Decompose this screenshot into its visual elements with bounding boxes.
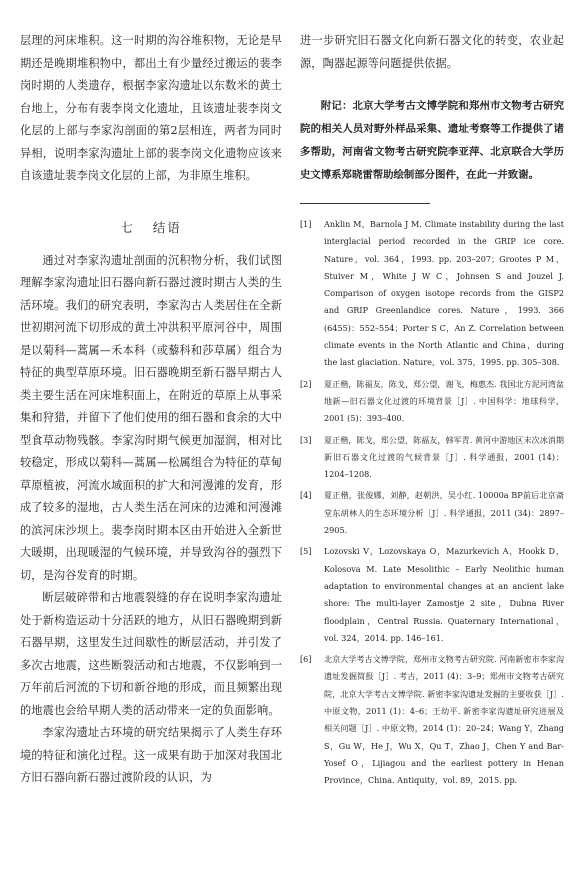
reference-list [300,216,564,790]
reference-text: 北京大学考古文博学院，郑州市文物考古研究院. 河南新密市李家沟遗址发掘简报［J］. 考古，2011 (4)：3–9；郑州市文物考古研究院，北京大学考古文博学院. 新密李家沟遗址发掘的主要收获［J］. 中原文物，2011 (1)：4–6；王幼平. 新密李家沟遗址研究进展及相关问题［J］. 中原文物，2014 (1)：20–24；Wang Y，Zhang S，Gu W，He J，Wu X，Qu T，Zhao J，Chen Y and Bar-Yosef O，Lijiagou and the earliest pottery in Henan Province，China. Antiquity，vol. 89，2015. pp. [324,654,564,786]
left-column [20,30,282,790]
paragraph: 通过对李家沟遗址剖面的沉积物分析，我们试图理解李家沟遗址旧石器向新石器过渡时期古人类的生活环境。我们的研究表明，李家沟古人类居住在全新世初期河流下切形成的黄土冲洪积平原河谷中，周围是以菊科—蒿属—禾本科（或藜科和莎草属）组合为特征的典型草原环境。旧石器晚期至新石器早期古人类主要生活在河床堆积面上，在附近的草原上从事采集和狩猎，并留下了他们使用的细石器和食余的大中型食草动物残骸。李家沟时期气候更加湿润，相对比较稳定，形成以菊科—蒿属—松属组合为特征的草甸草原植被，河流水域面积的扩大和河漫滩的发育，形成了较多的湿地，古人类生活在河床的边滩和河漫滩的滨河床沙坝上。裴李岗时期本区由开始进入全新世大暖期，出现暖湿的气候环境，并导致沟谷的强烈下切，是沟谷发育的时期。 [20,253,282,582]
reference-text: Lozovski V，Lozovskaya O，Mazurkevich A，Hookk D，Kolosova M. Late Mesolithic – Early Neolithic human adaptation to environmental changes at an ancient lake shore: The multi-layer Zamostje 2 site，Dubna River floodplain，Central Russia. Quaternary International，vol. 324，2014. pp. 146–161. [324,546,564,643]
reference-number: [4] [300,490,312,501]
reference-item [300,651,564,789]
right-column [300,30,564,794]
reference-number: [5] [300,546,312,557]
paragraph-continued: 层理的河床堆积。这一时期的沟谷堆积物，无论是早期还是晚期堆积物中，都出土有少量经过搬运的裴李岗时期的人类遗存，根据李家沟遗址以东数米的黄土台地上，分布有裴李岗文化遗址，且该遗址裴李岗文化层的上部与李家沟剖面的第2层相连，两者为同时异相，说明李家沟遗址上部的裴李岗文化遗物应该来自该遗址裴李岗文化层的上部，为非原生堆积。 [20,34,282,182]
footnote-divider [300,203,430,204]
acknowledgement: 附记：北京大学考古文博学院和郑州市文物考古研究院的相关人员对野外样品采集、遗址考察等工作提供了诸多帮助，河南省文物考古研究院李亚萍、北京联合大学历史文博系郑晓雷帮助绘制部分图件，在此一并致谢。 [300,100,564,181]
reference-text: 夏正楷，张俊娜，刘静，赵朝洪，吴小红. 10000a BP前后北京斋堂东胡林人的生态环境分析［J］. 科学通报，2011 (34)：2897–2905. [324,490,564,536]
paragraph: 李家沟遗址古环境的研究结果揭示了人类生存环境的特征和演化过程。这一成果有助于加深对我国北方旧石器向新石器过渡阶段的认识，为 [20,726,282,784]
reference-number: [2] [300,378,312,389]
section-heading [20,218,282,236]
reference-number: [6] [300,654,312,665]
paragraph: 断层破碎带和古地震裂缝的存在说明李家沟遗址处于新构造运动十分活跃的地方，从旧石器晚期到新石器早期，这里发生过间歇性的断层活动，并引发了多次古地震，这些断裂活动和古地震，不仅影响到一万年前后河流的下切和新谷地的形成，而且频繁出现的地震也会给早期人类的活动带来一定的负面影响。 [20,591,282,717]
reference-number: [1] [300,219,312,229]
paragraph-continued: 进一步研究旧石器文化向新石器文化的转变，农业起源，陶器起源等问题提供依据。 [300,34,564,70]
reference-item [300,216,564,372]
reference-text: 夏正楷，陈戈，郑公望，陈福友，韩军青. 黄河中游地区末次冰消期新旧石器文化过渡的气候背景［J］. 科学通报，2001 (14)：1204–1208. [324,434,564,480]
reference-item [300,432,564,484]
reference-text: 夏正楷，陈福友，陈戈，郑公望，谢飞，梅惠杰. 我国北方泥河湾盆地新—旧石器文化过渡的环境背景［J］. 中国科学：地球科学，2001 (5)：393–400. [324,378,564,424]
reference-item [300,543,564,647]
section-title: 结语 [152,219,182,235]
reference-item [300,376,564,428]
reference-item [300,487,564,539]
reference-text: Anklin M，Barnola J M. Climate instability during the last interglacial period recorded in the GRIP ice core. Nature，vol. 364，1993. pp. 203–207；Grootes P M，Stuiver M，White J W C，Johnsen S and Jouzel J. Comparison of oxygen isotope records from the GISP2 and GRIP Greenlandice cores. Nature，1993. 366 (6455)：552–554；Porter S C，An Z. Correlation between climate events in the North Atlantic and China，during the last glaciation. Nature，vol. 375，1995. pp. 305–308. [324,219,564,368]
reference-number: [3] [300,434,312,445]
section-number: 七 [120,219,135,235]
